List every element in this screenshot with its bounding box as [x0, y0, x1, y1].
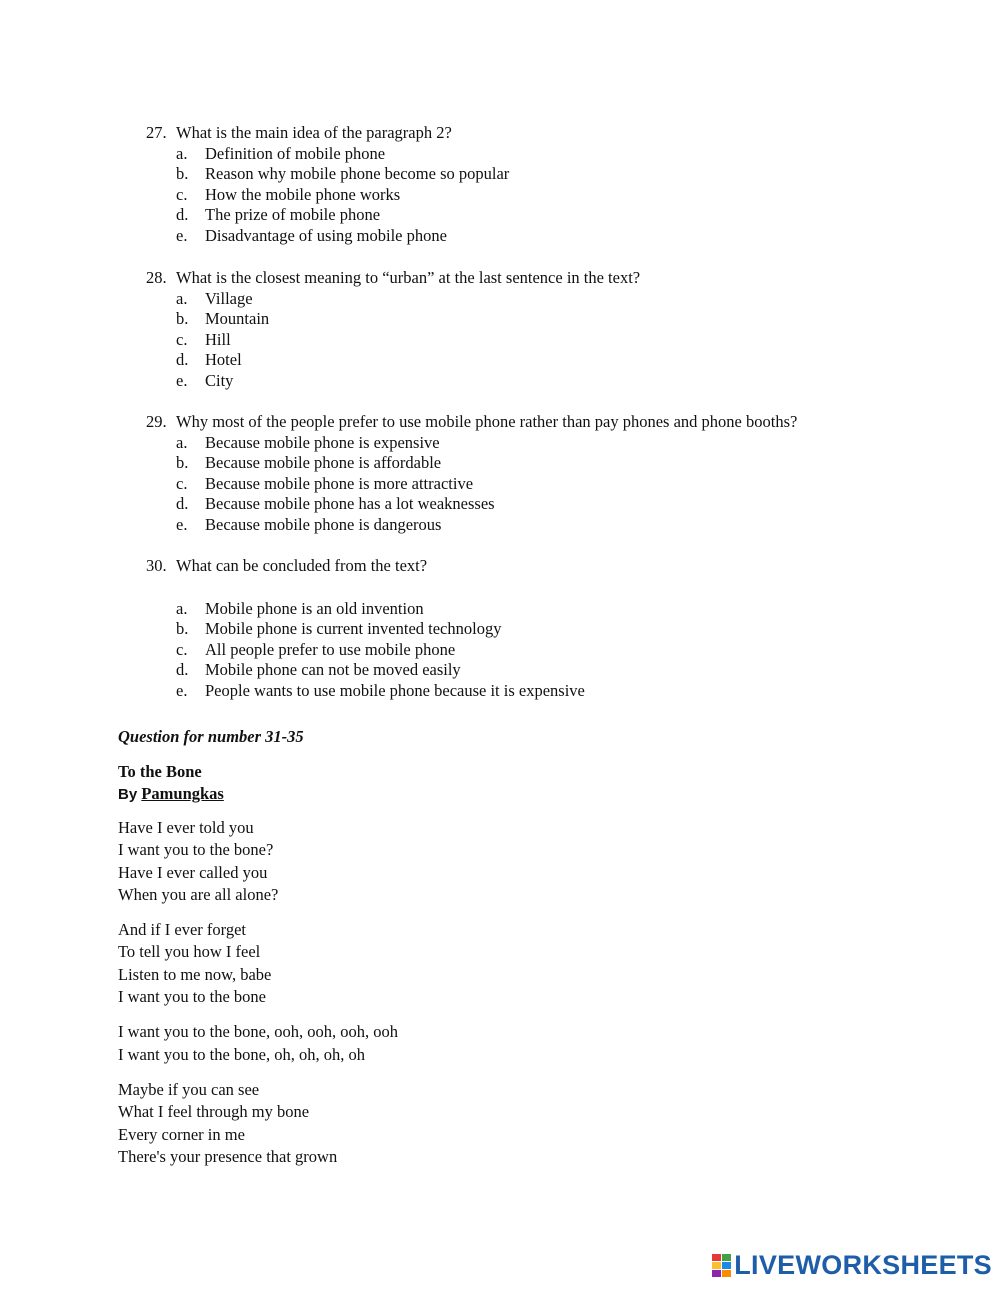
lyric-line: What I feel through my bone: [118, 1102, 310, 1122]
option-letter: d.: [176, 494, 189, 514]
brand-name: LIVEWORKSHEETS: [734, 1250, 992, 1280]
option-text: Mountain: [205, 309, 270, 329]
option-text: Mobile phone can not be moved easily: [205, 660, 461, 680]
lyric-line: Have I ever told you: [118, 818, 254, 837]
answer-option[interactable]: [146, 371, 640, 392]
answer-option[interactable]: [146, 309, 640, 330]
option-letter: e.: [176, 680, 188, 700]
option-text: Because mobile phone is more attractive: [205, 473, 474, 493]
lyric-line: There's your presence that grown: [118, 1146, 338, 1166]
lyric-line: When you are all alone?: [118, 884, 279, 904]
question-number: 28.: [146, 268, 167, 287]
logo-block: [712, 1262, 721, 1269]
answer-option[interactable]: [146, 474, 797, 495]
option-text: Because mobile phone is dangerous: [205, 514, 442, 534]
question-27: [146, 123, 509, 247]
option-letter: b.: [176, 309, 189, 329]
song-title: To the Bone: [118, 762, 202, 781]
option-letter: a.: [176, 288, 188, 308]
option-letter: b.: [176, 619, 189, 639]
live-blocks-icon: [712, 1254, 731, 1277]
answer-option[interactable]: [146, 660, 585, 681]
lyrics-stanza: [118, 1021, 398, 1066]
answer-option[interactable]: [146, 330, 640, 351]
lyrics-stanza: [118, 1079, 398, 1168]
option-text: Mobile phone is current invented technology: [205, 619, 502, 639]
option-letter: a.: [176, 432, 188, 452]
option-text: Hotel: [205, 350, 242, 370]
option-text: How the mobile phone works: [205, 184, 401, 204]
lyric-line: Listen to me now, babe: [118, 964, 272, 984]
song-byline: [118, 783, 224, 806]
answer-option[interactable]: [146, 515, 797, 536]
option-text: City: [205, 370, 234, 390]
option-letter: c.: [176, 329, 188, 349]
question-number: 27.: [146, 123, 167, 142]
question-text: What is the main idea of the paragraph 2?: [176, 123, 452, 142]
option-text: Hill: [205, 329, 231, 349]
answer-option[interactable]: [146, 681, 585, 702]
lyrics-stanza: [118, 919, 398, 1008]
option-letter: d.: [176, 660, 189, 680]
song-lyrics: [118, 817, 398, 1181]
answer-option[interactable]: [146, 144, 509, 165]
option-letter: d.: [176, 205, 189, 225]
option-text: People wants to use mobile phone because it is expensive: [205, 680, 585, 700]
option-letter: b.: [176, 164, 189, 184]
option-text: Village: [205, 288, 253, 308]
question-text: What can be concluded from the text?: [176, 556, 428, 575]
option-letter: a.: [176, 143, 188, 163]
lyric-line: Every corner in me: [118, 1124, 245, 1144]
question-text: Why most of the people prefer to use mobile phone rather than pay phones and phone booths?: [176, 412, 798, 431]
question-30: [146, 556, 585, 702]
option-text: Because mobile phone has a lot weaknesses: [205, 494, 495, 514]
logo-block: [722, 1254, 731, 1261]
logo-block: [712, 1270, 721, 1277]
answer-option[interactable]: [146, 350, 640, 371]
answer-option[interactable]: [146, 205, 509, 226]
option-text: The prize of mobile phone: [205, 205, 381, 225]
question-29: [146, 412, 797, 536]
option-text: Because mobile phone is affordable: [205, 453, 442, 473]
option-letter: e.: [176, 514, 188, 534]
logo-block: [712, 1254, 721, 1261]
lyric-line: I want you to the bone, oh, oh, oh, oh: [118, 1044, 366, 1064]
question-28: [146, 268, 640, 392]
lyric-line: Have I ever called you: [118, 862, 268, 882]
option-letter: c.: [176, 473, 188, 493]
liveworksheets-logo: [712, 1250, 992, 1281]
logo-block: [722, 1262, 731, 1269]
option-letter: c.: [176, 639, 188, 659]
answer-option[interactable]: [146, 185, 509, 206]
question-text: What is the closest meaning to “urban” at the last sentence in the text?: [176, 268, 641, 287]
lyrics-stanza: [118, 817, 398, 906]
answer-option[interactable]: [146, 494, 797, 515]
option-letter: e.: [176, 370, 188, 390]
lyric-line: I want you to the bone?: [118, 840, 274, 860]
option-letter: d.: [176, 350, 189, 370]
answer-option[interactable]: [146, 619, 585, 640]
answer-option[interactable]: [146, 289, 640, 310]
answer-option[interactable]: [146, 164, 509, 185]
question-number: 30.: [146, 556, 167, 575]
lyric-line: Maybe if you can see: [118, 1079, 260, 1099]
option-text: Because mobile phone is expensive: [205, 432, 440, 452]
option-text: Reason why mobile phone become so popular: [205, 164, 510, 184]
option-letter: b.: [176, 453, 189, 473]
question-number: 29.: [146, 412, 167, 431]
option-text: Definition of mobile phone: [205, 143, 386, 163]
option-letter: e.: [176, 225, 188, 245]
answer-option[interactable]: [146, 453, 797, 474]
option-text: All people prefer to use mobile phone: [205, 639, 456, 659]
by-label: By: [118, 786, 138, 803]
option-letter: c.: [176, 184, 188, 204]
answer-option[interactable]: [146, 226, 509, 247]
option-letter: a.: [176, 598, 188, 618]
lyric-line: To tell you how I feel: [118, 942, 261, 962]
answer-option[interactable]: [146, 599, 585, 620]
answer-option[interactable]: [146, 433, 797, 454]
song-author: Pamungkas: [141, 784, 224, 803]
answer-option[interactable]: [146, 640, 585, 661]
logo-block: [722, 1270, 731, 1277]
section-heading: Question for number 31-35: [118, 727, 304, 746]
lyric-line: I want you to the bone, ooh, ooh, ooh, ooh: [118, 1022, 399, 1042]
option-text: Mobile phone is an old invention: [205, 598, 424, 618]
lyric-line: I want you to the bone: [118, 987, 267, 1007]
lyric-line: And if I ever forget: [118, 920, 246, 940]
option-text: Disadvantage of using mobile phone: [205, 225, 447, 245]
